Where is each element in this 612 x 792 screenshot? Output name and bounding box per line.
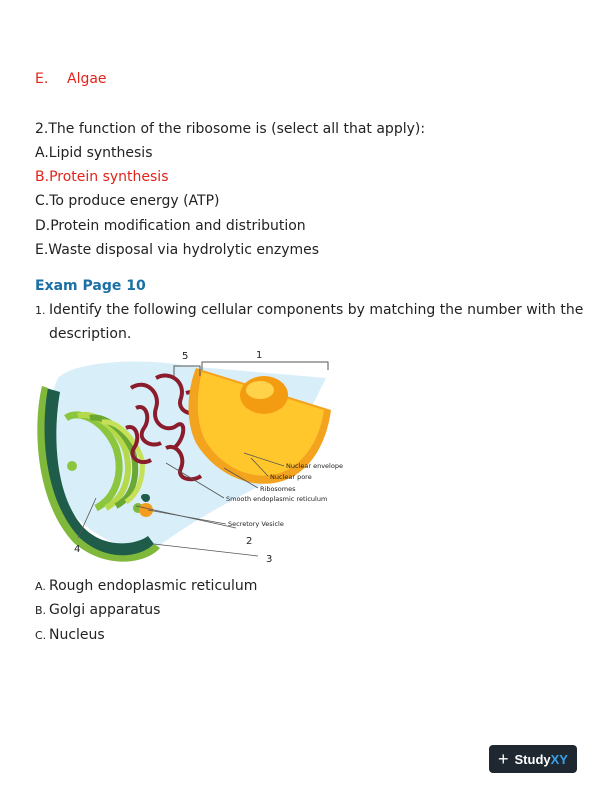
option-text: Protein synthesis — [49, 169, 169, 185]
option-text: Golgi apparatus — [49, 602, 161, 618]
nucleolus-highlight — [246, 381, 274, 399]
q2-option-a — [35, 144, 153, 162]
q2-option-d — [35, 217, 306, 235]
question-number: 2. — [35, 121, 49, 137]
question-2 — [35, 120, 425, 138]
option-text: Waste disposal via hydrolytic enzymes — [48, 242, 320, 258]
bracket-1 — [202, 362, 328, 370]
option-text: Lipid synthesis — [48, 145, 153, 161]
option-letter: E. — [35, 242, 49, 258]
option-letter: B. — [35, 169, 50, 185]
label-smooth-er: Smooth endoplasmic reticulum — [226, 495, 328, 503]
question-1-continuation: description. — [49, 326, 132, 342]
logo-brand: StudyXY — [514, 751, 568, 767]
option-letter: C. — [35, 193, 50, 209]
number-3: 3 — [266, 554, 273, 565]
secretory-vesicle — [139, 503, 153, 517]
q2-option-e — [35, 241, 319, 259]
option-text: To produce energy (ATP) — [49, 193, 220, 209]
option-text: Nucleus — [49, 627, 105, 643]
number-2: 2 — [246, 536, 253, 547]
q1-option-a — [35, 577, 257, 596]
cell-diagram — [36, 348, 356, 570]
question-number: 1. — [35, 304, 46, 317]
studyxy-logo[interactable] — [489, 745, 577, 773]
section-heading: Exam Page 10 — [35, 278, 146, 294]
label-nuclear-pore: Nuclear pore — [270, 473, 312, 481]
number-5: 5 — [182, 351, 189, 362]
q1-option-c — [35, 626, 105, 645]
label-ribosomes: Ribosomes — [260, 485, 296, 493]
number-1: 1 — [256, 350, 263, 361]
option-text: Rough endoplasmic reticulum — [49, 578, 258, 594]
label-secretory-vesicle: Secretory Vesicle — [228, 520, 284, 528]
option-text: Algae — [67, 71, 107, 87]
question-text: The function of the ribosome is (select all that apply): — [48, 121, 426, 137]
number-4: 4 — [74, 544, 81, 555]
option-letter: D. — [35, 218, 51, 234]
vesicle-dark — [141, 494, 147, 500]
label-nuclear-envelope: Nuclear envelope — [286, 462, 343, 470]
question-1 — [35, 301, 583, 320]
option-letter: A. — [35, 145, 49, 161]
prev-option-e — [35, 70, 107, 88]
q2-option-b — [35, 168, 169, 186]
q2-option-c — [35, 192, 219, 210]
plus-icon: + — [498, 749, 509, 769]
question-text-line1: Identify the following cellular components by matching the number with the — [49, 302, 584, 318]
option-letter: C. — [35, 629, 47, 642]
option-letter: A. — [35, 580, 46, 593]
q1-option-b — [35, 601, 160, 620]
option-letter: B. — [35, 604, 47, 617]
option-text: Protein modification and distribution — [50, 218, 306, 234]
option-letter: E. — [35, 71, 49, 87]
